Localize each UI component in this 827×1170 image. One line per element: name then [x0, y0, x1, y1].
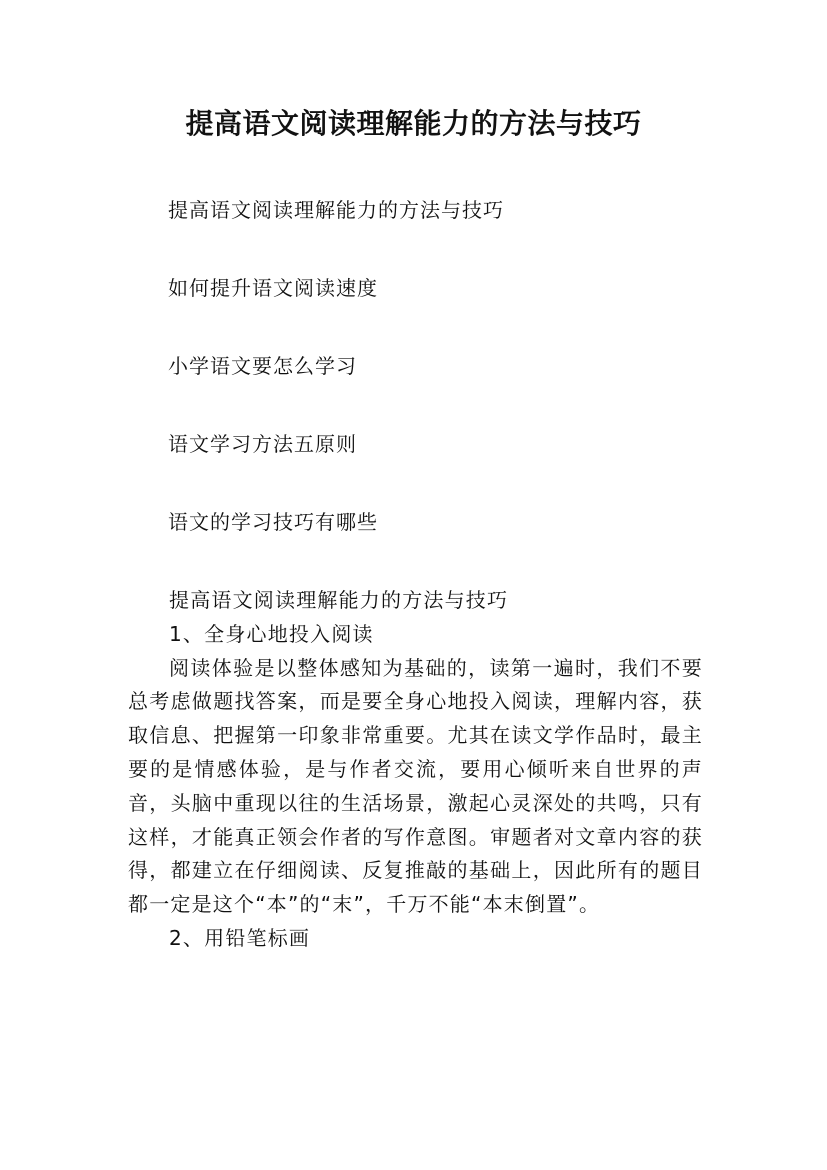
- toc-item: 提高语文阅读理解能力的方法与技巧: [168, 198, 504, 222]
- document-body: [128, 584, 703, 956]
- point-1-heading: 1、全身心地投入阅读: [169, 621, 374, 646]
- toc-item: 语文学习方法五原则: [168, 432, 357, 456]
- section-heading: 提高语文阅读理解能力的方法与技巧: [169, 588, 509, 612]
- toc-item: 小学语文要怎么学习: [168, 354, 357, 378]
- point-1-paragraph: 阅读体验是以整体感知为基础的，读第一遍时，我们不要总考虑做题找答案，而是要全身心地投入阅读，理解内容，获取信息、把握第一印象非常重要。尤其在读文学作品时，最主要的是情感体验，是与作者交流，要用心倾听来自世界的声音，头脑中重现以往的生活场景，激起心灵深处的共鸣，只有这样，才能真正领会作者的写作意图。审题者对文章内容的获得，都建立在仔细阅读、反复推敲的基础上，因此所有的题目都一定是这个“本”的“末”，千万不能“本末倒置”。: [128, 655, 703, 917]
- point-2-heading: 2、用铅笔标画: [169, 925, 311, 950]
- toc-item: 如何提升语文阅读速度: [168, 276, 378, 300]
- document-title: 提高语文阅读理解能力的方法与技巧: [185, 107, 642, 140]
- table-of-contents: [168, 196, 504, 586]
- toc-item: 语文的学习技巧有哪些: [168, 510, 378, 534]
